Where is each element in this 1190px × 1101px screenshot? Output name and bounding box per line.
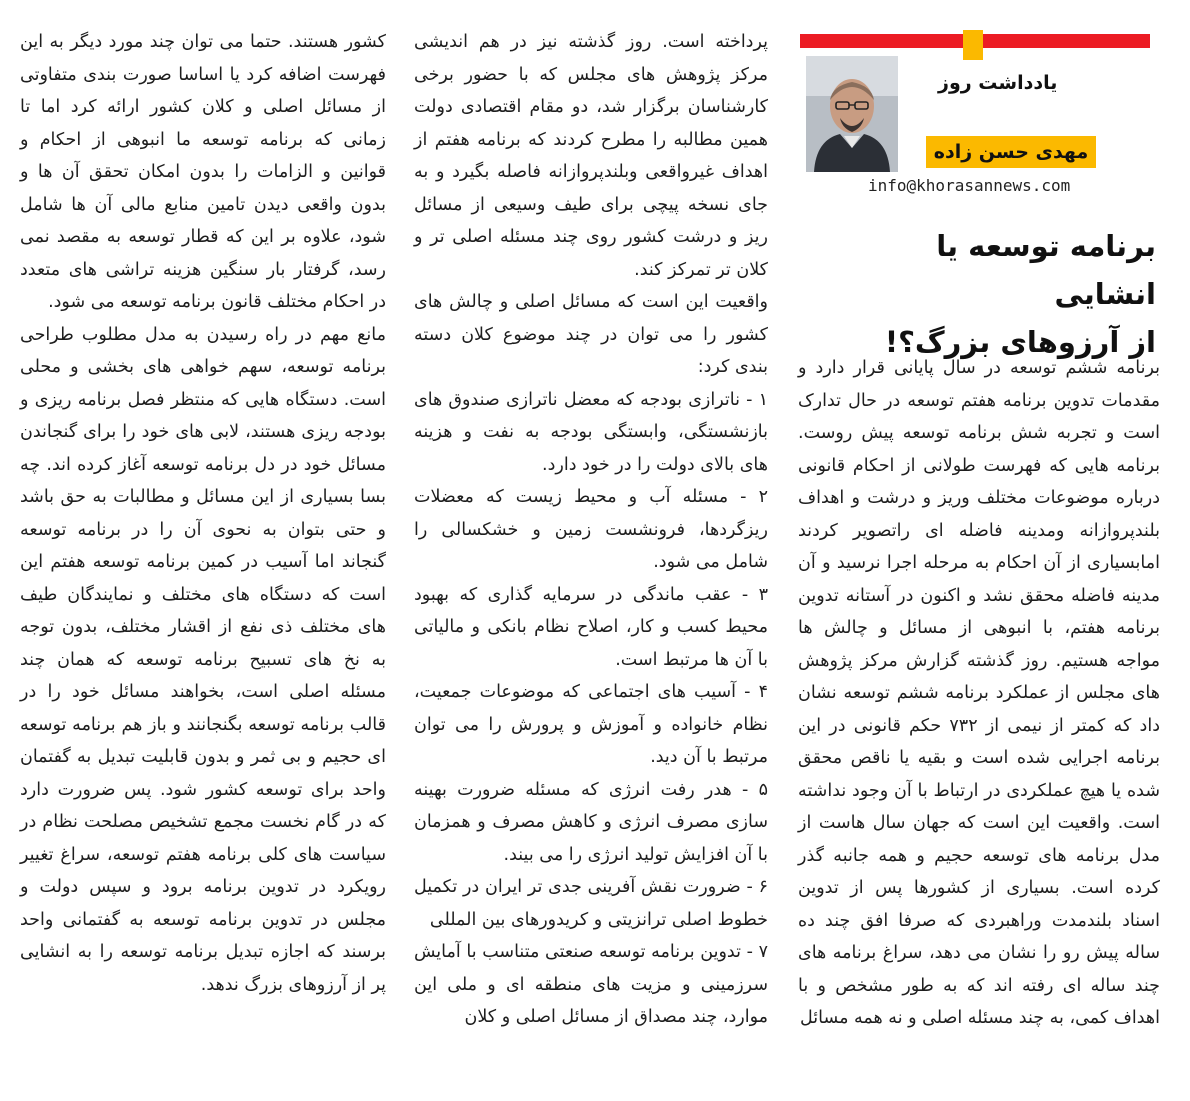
list-item: ۴ - آسیب های اجتماعی که موضوعات جمعیت، نظام خانواده و آموزش و پرورش را می توان مرتبط با آن دید. — [414, 682, 768, 767]
paragraph: پرداخته است. روز گذشته نیز در هم اندیشی مرکز پژوهش های مجلس که با حضور برخی کارشناسان برگزار شد، دو مقام اقتصادی دولت همین مطالبه را مطرح کردند که برنامه هفتم از اهداف غیرواقعی وبلندپروازانه فاصله بگیرد و به جای نسخه پیچی برای طیف وسیعی از مسائل ریز و درشت کشور روی چند مسئله اصلی تر و کلان تر تمرکز کند. — [414, 32, 768, 280]
author-name: مهدی حسن زاده — [926, 136, 1096, 168]
list-item: ۲ - مسئله آب و محیط زیست که معضلات ریزگردها، فرونشست زمین و خشکسالی را شامل می شود. — [414, 487, 768, 572]
list-item: ۳ - عقب ماندگی در سرمایه گذاری که بهبود محیط کسب و کار، اصلاح نظام بانکی و مالیاتی با آن ها مرتبط است. — [414, 584, 768, 670]
column-label: یادداشت روز — [938, 72, 1058, 94]
article-column-1 — [798, 352, 1160, 1035]
paragraph: واقعیت این است که مسائل اصلی و چالش های کشور را می توان در چند موضوع کلان دسته بندی کرد: — [414, 292, 768, 377]
paragraph: برنامه ششم توسعه در سال پایانی قرار دارد و مقدمات تدوین برنامه هفتم توسعه در حال تدارک است و تجربه شش برنامه توسعه پیش روست. برنامه هایی که فهرست طولانی از احکام قانونی درباره موضوعات مختلف وریز و درشت و اهداف بلندپروازانه ومدینه فاضله ای راتصویر کردند امابسیاری از آن احکام به مرحله اجرا نرسید و آن مدینه فاضله محقق نشد و اکنون در آستانه تدوین برنامه هفتم، با انبوهی از مسائل و چالش ها مواجه هستیم. روز گذشته گزارش مرکز پژوهش های مجلس از عملکرد برنامه ششم توسعه نشان داد که کمتر از نیمی از ۷۳۲ حکم قانونی در این برنامه اجرایی شده است و بقیه یا ناقص محقق شده یا هیچ عملکردی در ارتباط با آن وجود نداشته است. واقعیت این است که جهان سال هاست از مدل برنامه های توسعه حجیم و همه جانبه گذر کرده است. بسیاری از کشورها پس از تدوین اسناد بلندمدت وراهبردی که صرفا افق چند ده ساله پیش رو را نشان می دهد، سراغ برنامه های چند ساله ای رفته اند که به طور مشخص و با اهداف کمی، به چند مسئله اصلی و نه همه مسائل — [798, 358, 1160, 1028]
yellow-accent-notch — [963, 30, 983, 60]
article-column-2 — [414, 26, 768, 1034]
article-column-3 — [20, 26, 386, 1001]
author-photo — [806, 56, 898, 172]
list-item: ۱ - ناترازی بودجه که معضل ناترازی صندوق های بازنشستگی، وابستگی بودجه به نفت و هزینه های بالای دولت را در خود دارد. — [414, 389, 768, 475]
list-item: ۶ - ضرورت نقش آفرینی جدی تر ایران در تکمیل خطوط اصلی ترانزیتی و کریدورهای بین المللی — [414, 877, 768, 930]
article-headline — [880, 222, 1156, 366]
author-portrait-icon — [806, 56, 898, 172]
paragraph: مانع مهم در راه رسیدن به مدل مطلوب طراحی برنامه توسعه، سهم خواهی های بخشی و محلی است. دستگاه هایی که منتظر فصل برنامه ریزی و بودجه ریزی هستند، لابی های خود را برای گنجاندن مسائل خود در دل برنامه توسعه آغاز کرده اند. چه بسا بسیاری از این مسائل و مطالبات به حق باشد و حتی بتوان به نحوی آن را در برنامه توسعه گنجاند اما آسیب در کمین برنامه توسعه هفتم این است که دستگاه های مختلف و نمایندگان طیف های مختلف ذی نفع از اقشار مختلف، بدون توجه به نخ های تسبیح برنامه توسعه که همان چند مسئله اصلی است، بخواهند مسائل خود را در قالب برنامه توسعه بگنجانند و باز هم برنامه توسعه ای حجیم و بی ثمر و بدون قابلیت تبدیل به گفتمان واحد برای توسعه کشور شود. پس ضرورت دارد که در گام نخست مجمع تشخیص مصلحت نظام در سیاست های کلی برنامه هفتم توسعه، سراغ تغییر رویکرد در تدوین برنامه برود و سپس دولت و مجلس در تدوین برنامه توسعه به گفتمانی واحد برسند که اجازه تبدیل برنامه توسعه را به انشایی پر از آرزوهای بزرگ ندهد. — [20, 324, 386, 995]
author-email[interactable]: info@khorasannews.com — [868, 176, 1071, 195]
list-item: ۵ - هدر رفت انرژی که مسئله ضرورت بهینه سازی مصرف انرژی و کاهش مصرف و همزمان با آن افزایش تولید انرژی را می بیند. — [414, 779, 768, 865]
headline-line-2: از آرزوهای بزرگ؟! — [884, 325, 1156, 359]
headline-line-1: برنامه توسعه یا انشایی — [936, 229, 1156, 311]
paragraph: کشور هستند. حتما می توان چند مورد دیگر به این فهرست اضافه کرد یا اساسا صورت بندی متفاوتی از مسائل اصلی و کلان کشور ارائه کرد اما تا زمانی که برنامه توسعه ما انبوهی از احکام و قوانین و الزامات را بدون امکان تحقق آن ها و بدون واقعی دیدن تامین منابع مالی آن ها شامل شود، علاوه بر این که قطار توسعه به مقصد نمی رسد، گرفتار بار سنگین هزینه تراشی های متعدد در احکام مختلف قانون برنامه توسعه می شود. — [20, 32, 386, 312]
list-item: ۷ - تدوین برنامه توسعه صنعتی متناسب با آمایش سرزمینی و مزیت های منطقه ای و ملی این موارد، چند مصداق از مسائل اصلی و کلان — [414, 942, 768, 1027]
